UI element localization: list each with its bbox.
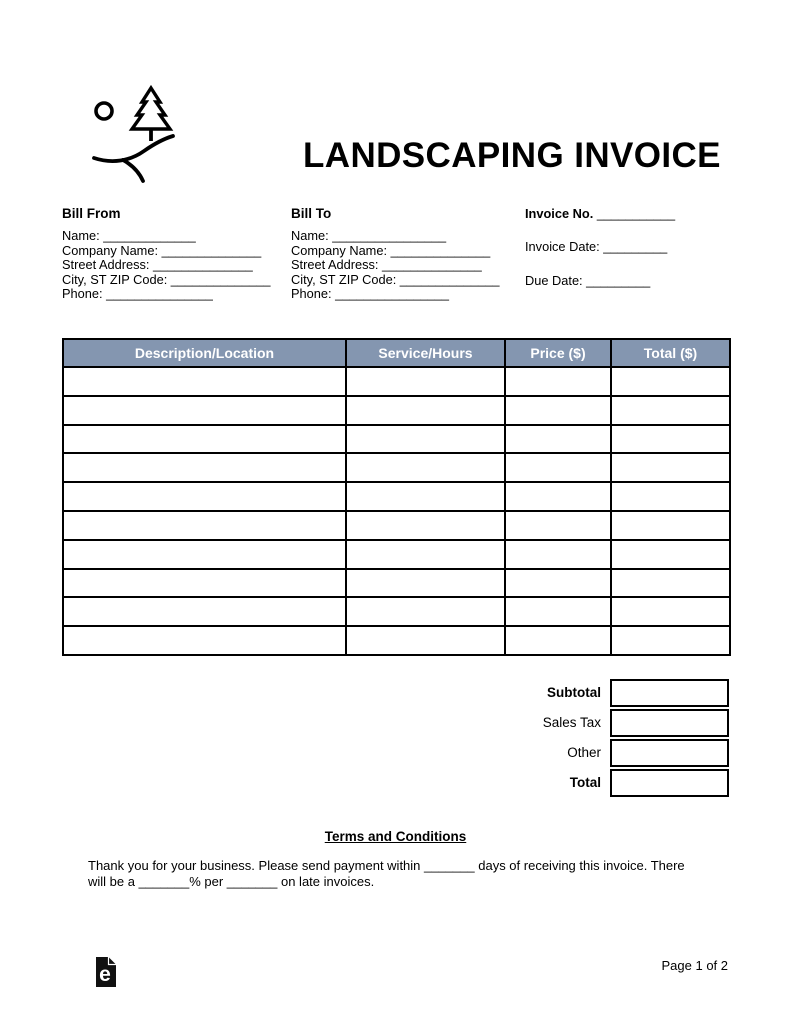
- bill-to-phone-field[interactable]: Phone: ________________: [291, 286, 449, 302]
- table-row: [63, 396, 730, 425]
- other-label: Other: [567, 745, 601, 760]
- column-header-price: Price ($): [505, 339, 611, 367]
- table-cell[interactable]: [611, 482, 730, 511]
- table-cell[interactable]: [611, 396, 730, 425]
- table-cell[interactable]: [505, 569, 611, 598]
- table-row: [63, 511, 730, 540]
- bill-from-phone-field[interactable]: Phone: _______________: [62, 286, 213, 302]
- bill-from-name-field[interactable]: Name: _____________: [62, 228, 196, 244]
- table-cell[interactable]: [346, 626, 505, 655]
- table-cell[interactable]: [505, 425, 611, 454]
- column-header-service-hours: Service/Hours: [346, 339, 505, 367]
- bill-to-city-field[interactable]: City, ST ZIP Code: ______________: [291, 271, 500, 287]
- invoice-number-field[interactable]: [525, 207, 675, 221]
- line-items-table: [62, 338, 731, 656]
- subtotal-label: Subtotal: [547, 685, 601, 700]
- landscaping-logo-icon: [86, 84, 186, 184]
- page-number-label: Page 1 of 2: [661, 958, 728, 973]
- table-cell[interactable]: [63, 511, 346, 540]
- table-cell[interactable]: [611, 597, 730, 626]
- column-header-total: Total ($): [611, 339, 730, 367]
- other-value-box[interactable]: [610, 739, 729, 767]
- total-label: Total: [569, 775, 601, 790]
- terms-line-1: Thank you for your business. Please send payment within _______ days of receiving this invoice. There: [88, 858, 685, 873]
- table-cell[interactable]: [611, 540, 730, 569]
- table-cell[interactable]: [346, 540, 505, 569]
- table-cell[interactable]: [63, 367, 346, 396]
- total-value-box[interactable]: [610, 769, 729, 797]
- column-header-description: Description/Location: [63, 339, 346, 367]
- sales-tax-row: [62, 709, 729, 737]
- table-cell[interactable]: [505, 453, 611, 482]
- table-row: [63, 482, 730, 511]
- terms-line-2: will be a _______% per _______ on late invoices.: [88, 873, 375, 889]
- table-cell[interactable]: [63, 626, 346, 655]
- table-cell[interactable]: [611, 425, 730, 454]
- invoice-meta-section: [525, 207, 675, 288]
- table-cell[interactable]: [63, 425, 346, 454]
- sales-tax-label: Sales Tax: [542, 715, 601, 730]
- table-row: [63, 453, 730, 482]
- terms-body: [88, 858, 714, 889]
- table-cell[interactable]: [505, 511, 611, 540]
- table-cell[interactable]: [63, 597, 346, 626]
- table-cell[interactable]: [346, 511, 505, 540]
- sales-tax-value-box[interactable]: [610, 709, 729, 737]
- table-cell[interactable]: [63, 540, 346, 569]
- invoice-date-field[interactable]: Invoice Date: _________: [525, 239, 668, 255]
- table-row: [63, 540, 730, 569]
- table-cell[interactable]: [505, 540, 611, 569]
- table-cell[interactable]: [505, 396, 611, 425]
- table-cell[interactable]: [346, 597, 505, 626]
- table-cell[interactable]: [611, 626, 730, 655]
- table-cell[interactable]: [505, 482, 611, 511]
- bill-to-name-field[interactable]: Name: ________________: [291, 228, 447, 244]
- table-row: [63, 626, 730, 655]
- total-row: [62, 769, 729, 797]
- invoice-number-blank[interactable]: ___________: [593, 206, 676, 221]
- bill-from-section: [62, 207, 270, 301]
- table-cell[interactable]: [346, 482, 505, 511]
- table-header-row: [63, 339, 730, 367]
- eforms-letter: e: [99, 963, 111, 986]
- bill-to-street-field[interactable]: Street Address: ______________: [291, 257, 482, 273]
- table-cell[interactable]: [346, 453, 505, 482]
- bill-to-heading: Bill To: [291, 206, 332, 221]
- bill-to-section: [291, 207, 499, 301]
- invoice-number-label: Invoice No.: [525, 206, 594, 221]
- table-row: [63, 597, 730, 626]
- bill-from-street-field[interactable]: Street Address: ______________: [62, 257, 253, 273]
- table-cell[interactable]: [63, 396, 346, 425]
- other-row: [62, 739, 729, 767]
- subtotal-row: [62, 679, 729, 707]
- table-row: [63, 425, 730, 454]
- table-row: [63, 367, 730, 396]
- table-cell[interactable]: [505, 367, 611, 396]
- table-cell[interactable]: [346, 425, 505, 454]
- table-cell[interactable]: [63, 569, 346, 598]
- table-cell[interactable]: [346, 367, 505, 396]
- table-cell[interactable]: [611, 511, 730, 540]
- due-date-field[interactable]: Due Date: _________: [525, 272, 651, 288]
- table-cell[interactable]: [346, 569, 505, 598]
- table-cell[interactable]: [611, 569, 730, 598]
- table-cell[interactable]: [63, 482, 346, 511]
- bill-from-heading: Bill From: [62, 206, 121, 221]
- bill-from-city-field[interactable]: City, ST ZIP Code: ______________: [62, 271, 271, 287]
- table-cell[interactable]: [63, 453, 346, 482]
- table-cell[interactable]: [611, 453, 730, 482]
- summary-section: [62, 679, 729, 799]
- table-cell[interactable]: [505, 597, 611, 626]
- page-title: LANDSCAPING INVOICE: [303, 136, 721, 175]
- eforms-document-icon: [95, 956, 117, 988]
- bill-from-company-field[interactable]: Company Name: ______________: [62, 242, 262, 258]
- terms-heading: Terms and Conditions: [324, 829, 467, 844]
- subtotal-value-box[interactable]: [610, 679, 729, 707]
- table-row: [63, 569, 730, 598]
- table-cell[interactable]: [611, 367, 730, 396]
- bill-to-company-field[interactable]: Company Name: ______________: [291, 242, 491, 258]
- table-cell[interactable]: [505, 626, 611, 655]
- table-cell[interactable]: [346, 396, 505, 425]
